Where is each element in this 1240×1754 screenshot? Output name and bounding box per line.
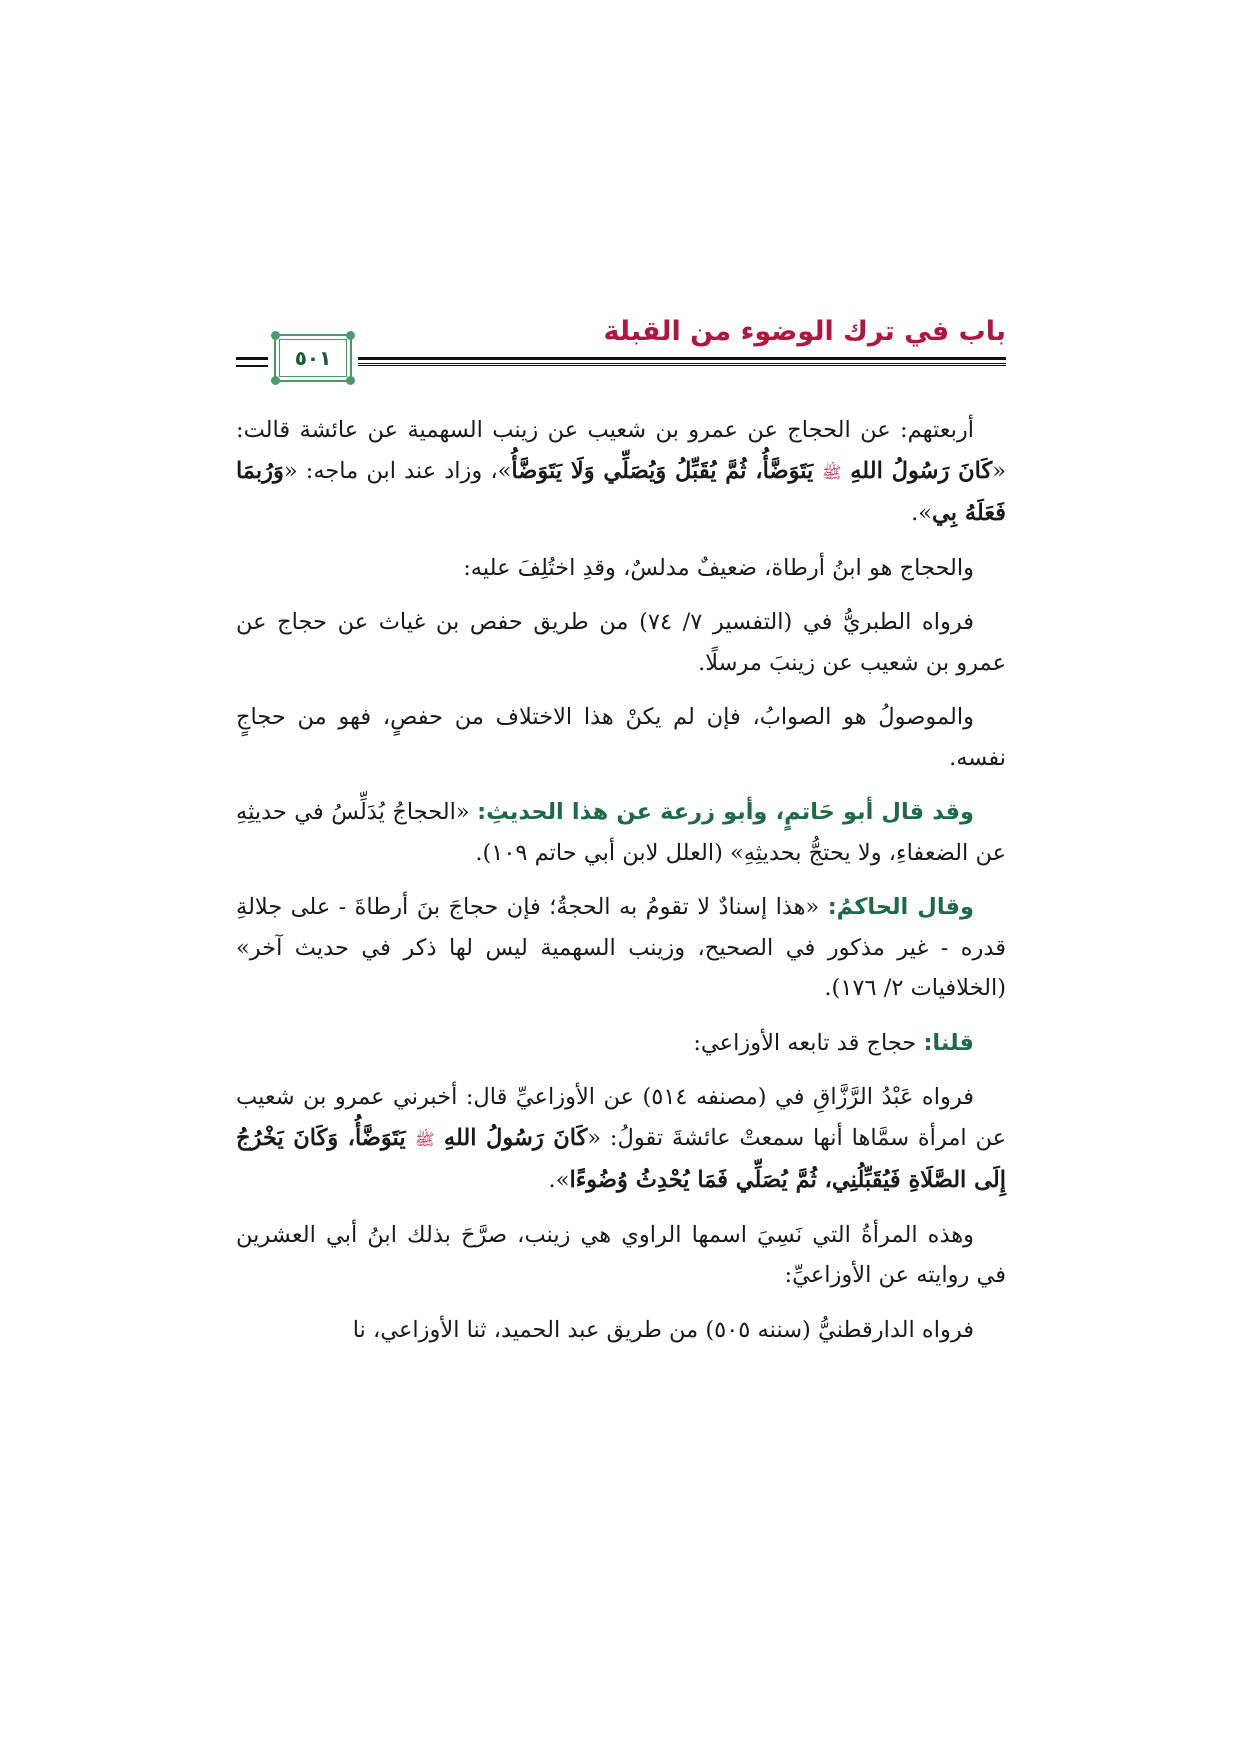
page-number-frame	[274, 334, 352, 382]
frame-ornament-icon	[346, 331, 355, 340]
paragraph	[236, 1023, 1006, 1064]
hadith-quote: يَتَوَضَّأُ، ثُمَّ يُقَبِّلُ وَيُصَلِّي وَلَا يَتَوَضَّأُ	[511, 457, 823, 484]
paragraph-text: أربعتهم: عن الحجاج عن عمرو بن شعيب عن زينب السهمية عن عائشة قالت: «	[236, 417, 1006, 484]
highlight-heading: وقال الحاكمُ:	[827, 894, 974, 920]
salla-symbol: ﷺ	[415, 1129, 435, 1149]
paragraph-text: وهذه المرأةُ التي نَسِيَ اسمها الراوي هي زينب، صرَّحَ بذلك ابنُ أبي العشرين في روايته عن الأوزاعيِّ:	[236, 1221, 1006, 1288]
paragraph-text: «هذا إسنادٌ لا تقومُ به الحجةُ؛ فإن حجاجَ بنَ أرطاةَ - على جلالةِ قدره - غير مذكور في الصحيح، وزينب السهمية ليس لها ذكر في حديث آخر» (الخلافيات ٢/ ١٧٦).	[236, 894, 1006, 1001]
frame-ornament-icon	[346, 376, 355, 385]
paragraph-text: حجاج قد تابعه الأوزاعي:	[693, 1029, 924, 1056]
hadith-quote: وَرُبمَا فَعَلَهُ بِي	[236, 457, 1006, 526]
paragraph	[236, 548, 1006, 589]
hadith-quote: كَانَ رَسُولُ اللهِ	[434, 1124, 588, 1151]
highlight-heading: وقد قال أبو حَاتمٍ، وأبو زرعة عن هذا الحديثِ:	[477, 799, 974, 825]
paragraph-text: ».	[911, 500, 933, 526]
paragraph	[236, 410, 1006, 534]
page-header	[236, 316, 1006, 376]
frame-ornament-icon	[271, 331, 280, 340]
paragraph-text: «الحجاجُ يُدَلِّسُ في حديثِهِ عن الضعفاءِ، ولا يحتجُّ بحديثِهِ» (العلل لابن أبي حاتم ١٠٩).	[236, 799, 1006, 866]
paragraph	[236, 887, 1006, 1009]
frame-ornament-icon	[271, 376, 280, 385]
paragraph-text: والحجاج هو ابنُ أرطاة، ضعيفٌ مدلسٌ، وقدِ اختُلِفَ عليه:	[463, 554, 974, 581]
paragraph	[236, 792, 1006, 873]
salla-symbol: ﷺ	[822, 462, 842, 482]
page-number: ٥٠١	[294, 346, 332, 370]
paragraph	[236, 1310, 1006, 1351]
hadith-quote: يَتَوَضَّأُ، وَكَانَ يَخْرُجُ إِلَى الصَّلَاةِ فَيُقَبِّلُنِي، ثُمَّ يُصَلِّي فَمَا يُحْدِثُ وُضُوءًا	[236, 1124, 1006, 1193]
highlight-heading: قلنا:	[923, 1029, 974, 1056]
paragraph-text: فرواه الدارقطنيُّ (سننه ٥٠٥) من طريق عبد الحميد، ثنا الأوزاعي، نا	[352, 1316, 974, 1343]
main-text	[236, 410, 1006, 1364]
hadith-quote: كَانَ رَسُولُ اللهِ	[841, 457, 993, 484]
paragraph-text: فرواه الطبريُّ في (التفسير ٧/ ٧٤) من طريق حفص بن غياث عن حجاج عن عمرو بن شعيب عن زينبَ مرسلًا.	[236, 609, 1006, 676]
paragraph-text: فرواه عَبْدُ الرَّزَّاقِ في (مصنفه ٥١٤) عن الأوزاعيِّ قال: أخبرني عمرو بن شعيب عن امرأة سمَّاها أنها سمعتْ عائشةَ تقولُ: «	[236, 1084, 1006, 1151]
header-rule-right	[358, 357, 1006, 366]
header-rule-left	[236, 357, 268, 363]
paragraph-text: »، وزاد عند ابن ماجه: «	[283, 457, 512, 484]
paragraph-text: ».	[548, 1167, 570, 1193]
page-title: باب في ترك الوضوء من القبلة	[603, 316, 1006, 347]
paragraph	[236, 602, 1006, 683]
paragraph-text: والموصولُ هو الصوابُ، فإن لم يكنْ هذا الاختلاف من حفصٍ، فهو من حجاجٍ نفسه.	[236, 704, 1006, 771]
paragraph	[236, 1077, 1006, 1201]
paragraph	[236, 697, 1006, 778]
paragraph	[236, 1215, 1006, 1296]
